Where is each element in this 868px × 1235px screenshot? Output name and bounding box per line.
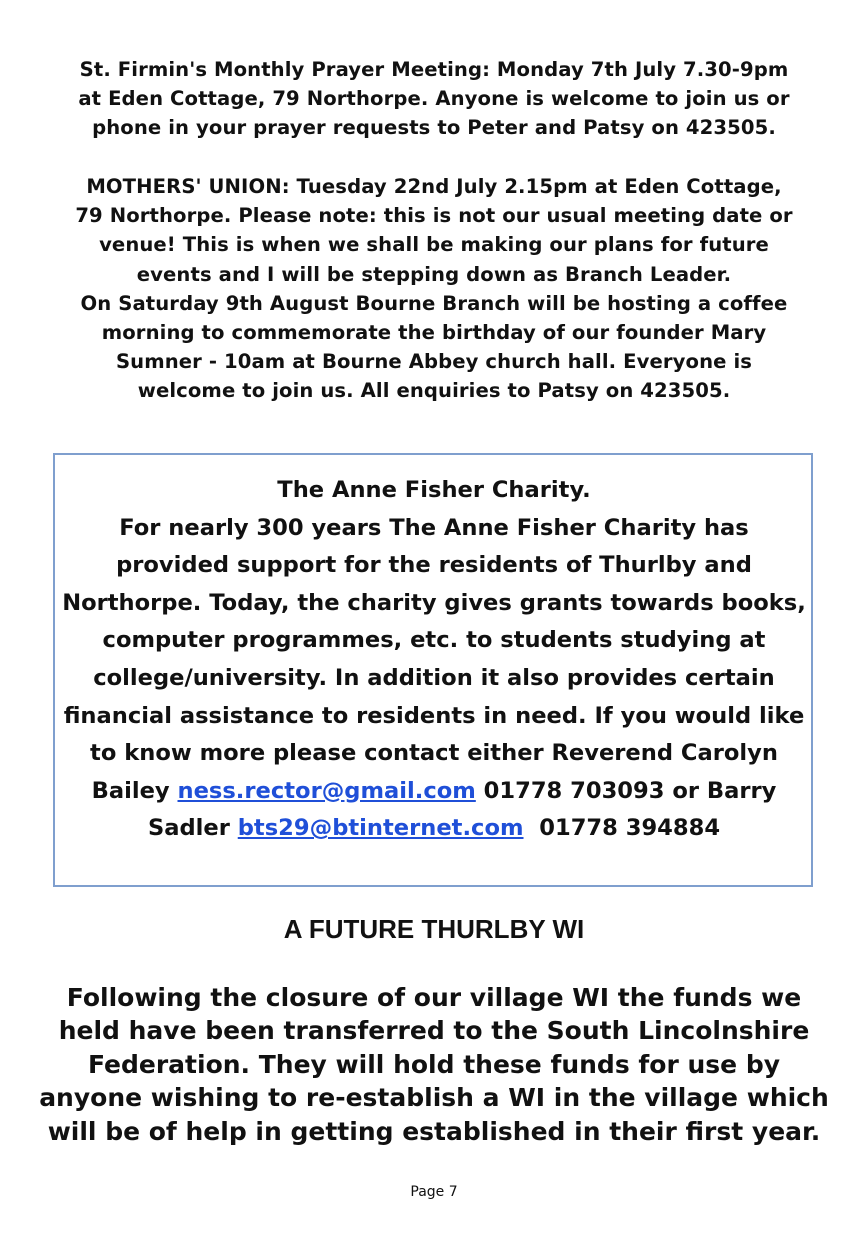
contact-line-1 bbox=[0, 773, 868, 811]
anne-line: college/university. In addition it also provides certain bbox=[93, 664, 775, 691]
mu-line: On Saturday 9th August Bourne Branch will be hosting a coffee bbox=[80, 291, 788, 315]
prayer-line: St. Firmin's Monthly Prayer Meeting: Monday 7th July 7.30-9pm bbox=[79, 58, 789, 81]
wi-heading: A FUTURE THURLBY WI bbox=[283, 914, 585, 944]
wi-line: anyone wishing to re-establish a WI in the village which bbox=[39, 1083, 829, 1113]
wi-line: Following the closure of our village WI the funds we bbox=[66, 983, 802, 1012]
wi-text bbox=[20, 981, 848, 1148]
mu-line: morning to commemorate the birthday of our founder Mary bbox=[101, 321, 767, 345]
contact1-phone: 01778 703093 or Barry bbox=[475, 777, 777, 804]
mu-line: MOTHERS' UNION: Tuesday 22nd July 2.15pm at Eden Cottage, bbox=[86, 175, 782, 198]
contact2-phone: 01778 394884 bbox=[523, 815, 721, 842]
anne-line: computer programmes, etc. to students studying at bbox=[102, 627, 766, 654]
prayer-line: at Eden Cottage, 79 Northorpe. Anyone is welcome to join us or bbox=[78, 87, 790, 111]
anne-line: provided support for the residents of Thurlby and bbox=[116, 552, 752, 579]
anne-line: Northorpe. Today, the charity gives grants towards books, bbox=[62, 589, 806, 616]
btinternet-email-link[interactable]: bts29@btinternet.com bbox=[237, 815, 524, 842]
anne-line: to know more please contact either Reverend Carolyn bbox=[90, 740, 778, 767]
contact-line-2 bbox=[0, 810, 868, 848]
mu-line: welcome to join us. All enquiries to Patsy on 423505. bbox=[137, 379, 731, 403]
contact2-prefix: Sadler bbox=[147, 815, 238, 842]
contact1-prefix: Bailey bbox=[91, 777, 178, 804]
mu-line: events and I will be stepping down as Branch Leader. bbox=[136, 262, 732, 286]
anne-line: financial assistance to residents in need. If you would like bbox=[63, 702, 805, 729]
mu-line: 79 Northorpe. Please note: this is not our usual meeting date or bbox=[75, 204, 793, 228]
wi-line: held have been transferred to the South Lincolnshire bbox=[58, 1016, 810, 1046]
rector-email-link[interactable]: ness.rector@gmail.com bbox=[177, 777, 476, 804]
anne-line: For nearly 300 years The Anne Fisher Charity has bbox=[119, 514, 749, 541]
wi-line: Federation. They will hold these funds for use by bbox=[87, 1049, 781, 1079]
anne-fisher-text bbox=[0, 472, 868, 848]
prayer-meeting-notice bbox=[40, 55, 828, 143]
mu-line: venue! This is when we shall be making our plans for future bbox=[99, 233, 769, 257]
mothers-union-notice bbox=[40, 172, 828, 406]
mu-line: Sumner - 10am at Bourne Abbey church hall. Everyone is bbox=[115, 350, 753, 374]
wi-line: will be of help in getting established in their first year. bbox=[47, 1116, 821, 1146]
prayer-line: phone in your prayer requests to Peter and Patsy on 423505. bbox=[92, 116, 776, 140]
anne-fisher-title: The Anne Fisher Charity. bbox=[277, 477, 591, 503]
page-number: Page 7 bbox=[410, 1184, 458, 1200]
